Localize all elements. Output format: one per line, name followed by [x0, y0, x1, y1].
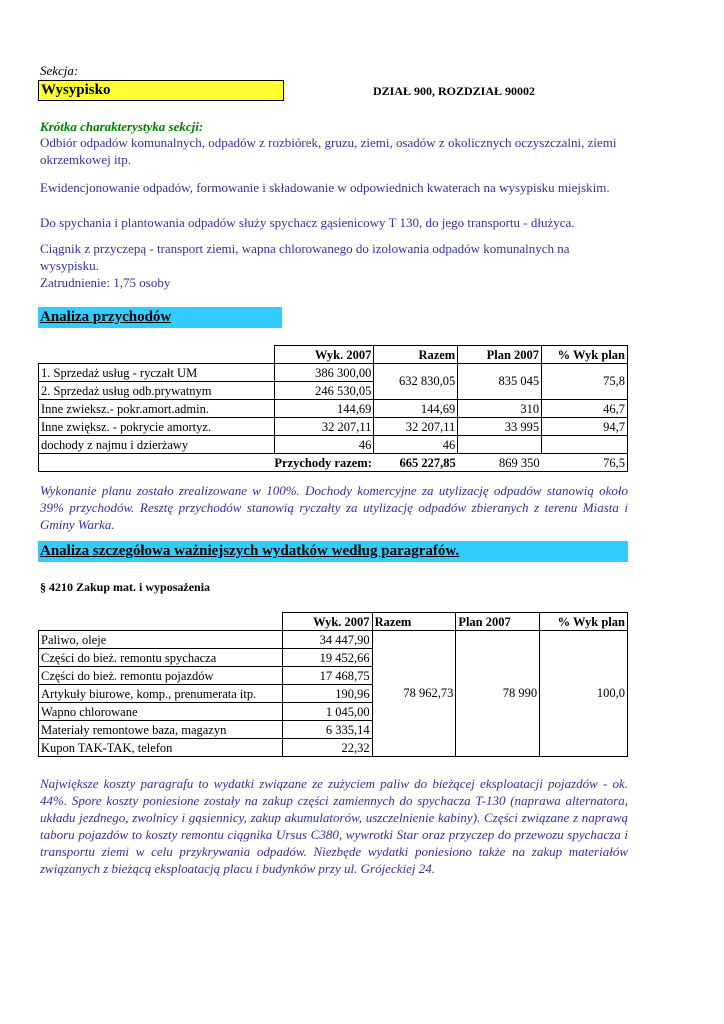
- merged-total-cell: 632 830,05: [374, 364, 458, 400]
- row-label: Części do bież. remontu spychacza: [39, 649, 283, 667]
- cell-value: 94,7: [542, 418, 628, 436]
- column-header: % Wyk plan: [542, 346, 628, 364]
- row-label: Materiały remontowe baza, magazyn: [39, 721, 283, 739]
- cell-value: 6 335,14: [282, 721, 372, 739]
- cell-value: 246 530,05: [274, 382, 374, 400]
- cell-value: 33 995: [458, 418, 542, 436]
- row-label: Wapno chlorowane: [39, 703, 283, 721]
- row-label: 2. Sprzedaż usług odb.prywatnym: [39, 382, 275, 400]
- table-row: [39, 418, 628, 436]
- column-header: Plan 2007: [458, 346, 542, 364]
- employment-text: Zatrudnienie: 1,75 osoby: [40, 275, 171, 290]
- cell-value: [542, 436, 628, 454]
- cell-value: 190,96: [282, 685, 372, 703]
- expenses-section-heading: Analiza szczegółowa ważniejszych wydatków według paragrafów.: [38, 541, 628, 562]
- expenses-note: Największe koszty paragrafu to wydatki związane ze zużyciem paliw do bieżącej eksploatacji pojazdów - ok. 44%. Spore koszty poniesione zostały na zakup części zamiennych do spychacza T-130 (naprawa alternatora, układu jezdnego, zwolnicy i gąsiennicy, zakup akumulatorów, uszczelnienie kabiny). Części związane z naprawą taboru pojazdów to koszty remontu ciągnika Ursus C380, wywrotki Star oraz przyczep do przewozu spychacza i transportu ziemi w celu przykrywania odpadów. Niezbęde wydatki poniesiono także na zakup materiałów związanych z bieżącą eksploatacją placu i budynków przy ul. Grójeckiej 24.: [40, 776, 628, 876]
- characteristics-paragraph-1: Odbiór odpadów komunalnych, odpadów z rozbiórek, gruzu, ziemi, osadów z okolicznych oczyszczalni, ziemi okrzemkowej itp.: [40, 135, 617, 167]
- row-label: dochody z najmu i dzierżawy: [39, 436, 275, 454]
- section-label: Sekcja:: [40, 63, 79, 78]
- revenue-section-heading: Analiza przychodów: [38, 307, 282, 328]
- total-plan: 869 350: [498, 456, 540, 470]
- table-row: [39, 631, 628, 649]
- cell-value: 144,69: [374, 400, 458, 418]
- characteristics-paragraph-4: Ciągnik z przyczepą - transport ziemi, wapna chlorowanego do izolowania odpadów komunalnych na wysypisku.: [40, 241, 570, 273]
- characteristics-heading: Krótka charakterystyka sekcji:: [40, 119, 204, 134]
- row-label: Części do bież. remontu pojazdów: [39, 667, 283, 685]
- table-header-row: [39, 346, 628, 364]
- characteristics-paragraph-3: Do spychania i plantowania odpadów służy spychacz gąsienicowy T 130, do jego transportu - dłużyca.: [40, 215, 575, 230]
- cell-value: 386 300,00: [274, 364, 374, 382]
- row-label: Inne zwieksz.- pokr.amort.admin.: [39, 400, 275, 418]
- merged-plan-cell: 78 990: [456, 631, 540, 757]
- cell-value: 17 468,75: [282, 667, 372, 685]
- revenue-note: Wykonanie planu zostało zrealizowane w 100%. Dochody komercyjne za utylizację odpadów stanowią około 39% przychodów. Resztę przychodów stanowią ryczałty za utylizację odpadów zbieranych z terenu Miasta i Gminy Warka.: [40, 483, 628, 532]
- column-header: Razem: [372, 613, 456, 631]
- column-header: Plan 2007: [456, 613, 540, 631]
- merged-percent-cell: 75,8: [542, 364, 628, 400]
- cell-value: 1 045,00: [282, 703, 372, 721]
- cell-value: 46,7: [542, 400, 628, 418]
- row-label: Inne zwiększ. - pokrycie amortyz.: [39, 418, 275, 436]
- cell-value: 34 447,90: [282, 631, 372, 649]
- total-value: 665 227,85: [399, 456, 456, 470]
- table-row: [39, 400, 628, 418]
- total-label: Przychody razem:: [274, 456, 372, 470]
- table-row: [39, 436, 628, 454]
- table-header-row: [39, 613, 628, 631]
- row-label: 1. Sprzedaż usług - ryczałt UM: [39, 364, 275, 382]
- total-percent: 76,5: [603, 456, 625, 470]
- merged-plan-cell: 835 045: [458, 364, 542, 400]
- characteristics-paragraph-2: Ewidencjonowanie odpadów, formowanie i składowanie w odpowiednich kwaterach na wysypisku miejskim.: [40, 180, 610, 195]
- merged-total-cell: 78 962,73: [372, 631, 456, 757]
- cell-value: 32 207,11: [274, 418, 374, 436]
- cell-value: 22,32: [282, 739, 372, 757]
- expenses-table: [38, 612, 628, 757]
- cell-value: [458, 436, 542, 454]
- column-header: Razem: [374, 346, 458, 364]
- column-header: Wyk. 2007: [282, 613, 372, 631]
- row-label: Kupon TAK-TAK, telefon: [39, 739, 283, 757]
- column-header: Wyk. 2007: [274, 346, 374, 364]
- cell-value: 46: [274, 436, 374, 454]
- total-row: [39, 454, 628, 472]
- revenue-table: [38, 345, 628, 472]
- section-title: Wysypisko: [38, 80, 284, 101]
- cell-value: 144,69: [274, 400, 374, 418]
- table-row: [39, 364, 628, 382]
- cell-value: 19 452,66: [282, 649, 372, 667]
- column-header: % Wyk plan: [540, 613, 628, 631]
- cell-value: 310: [458, 400, 542, 418]
- paragraph-4210-title: § 4210 Zakup mat. i wyposażenia: [40, 580, 211, 594]
- cell-value: 46: [374, 436, 458, 454]
- row-label: Artykuły biurowe, komp., prenumerata itp.: [39, 685, 283, 703]
- merged-percent-cell: 100,0: [540, 631, 628, 757]
- row-label: Paliwo, oleje: [39, 631, 283, 649]
- division-label: DZIAŁ 900, ROZDZIAŁ 90002: [373, 84, 536, 98]
- cell-value: 32 207,11: [374, 418, 458, 436]
